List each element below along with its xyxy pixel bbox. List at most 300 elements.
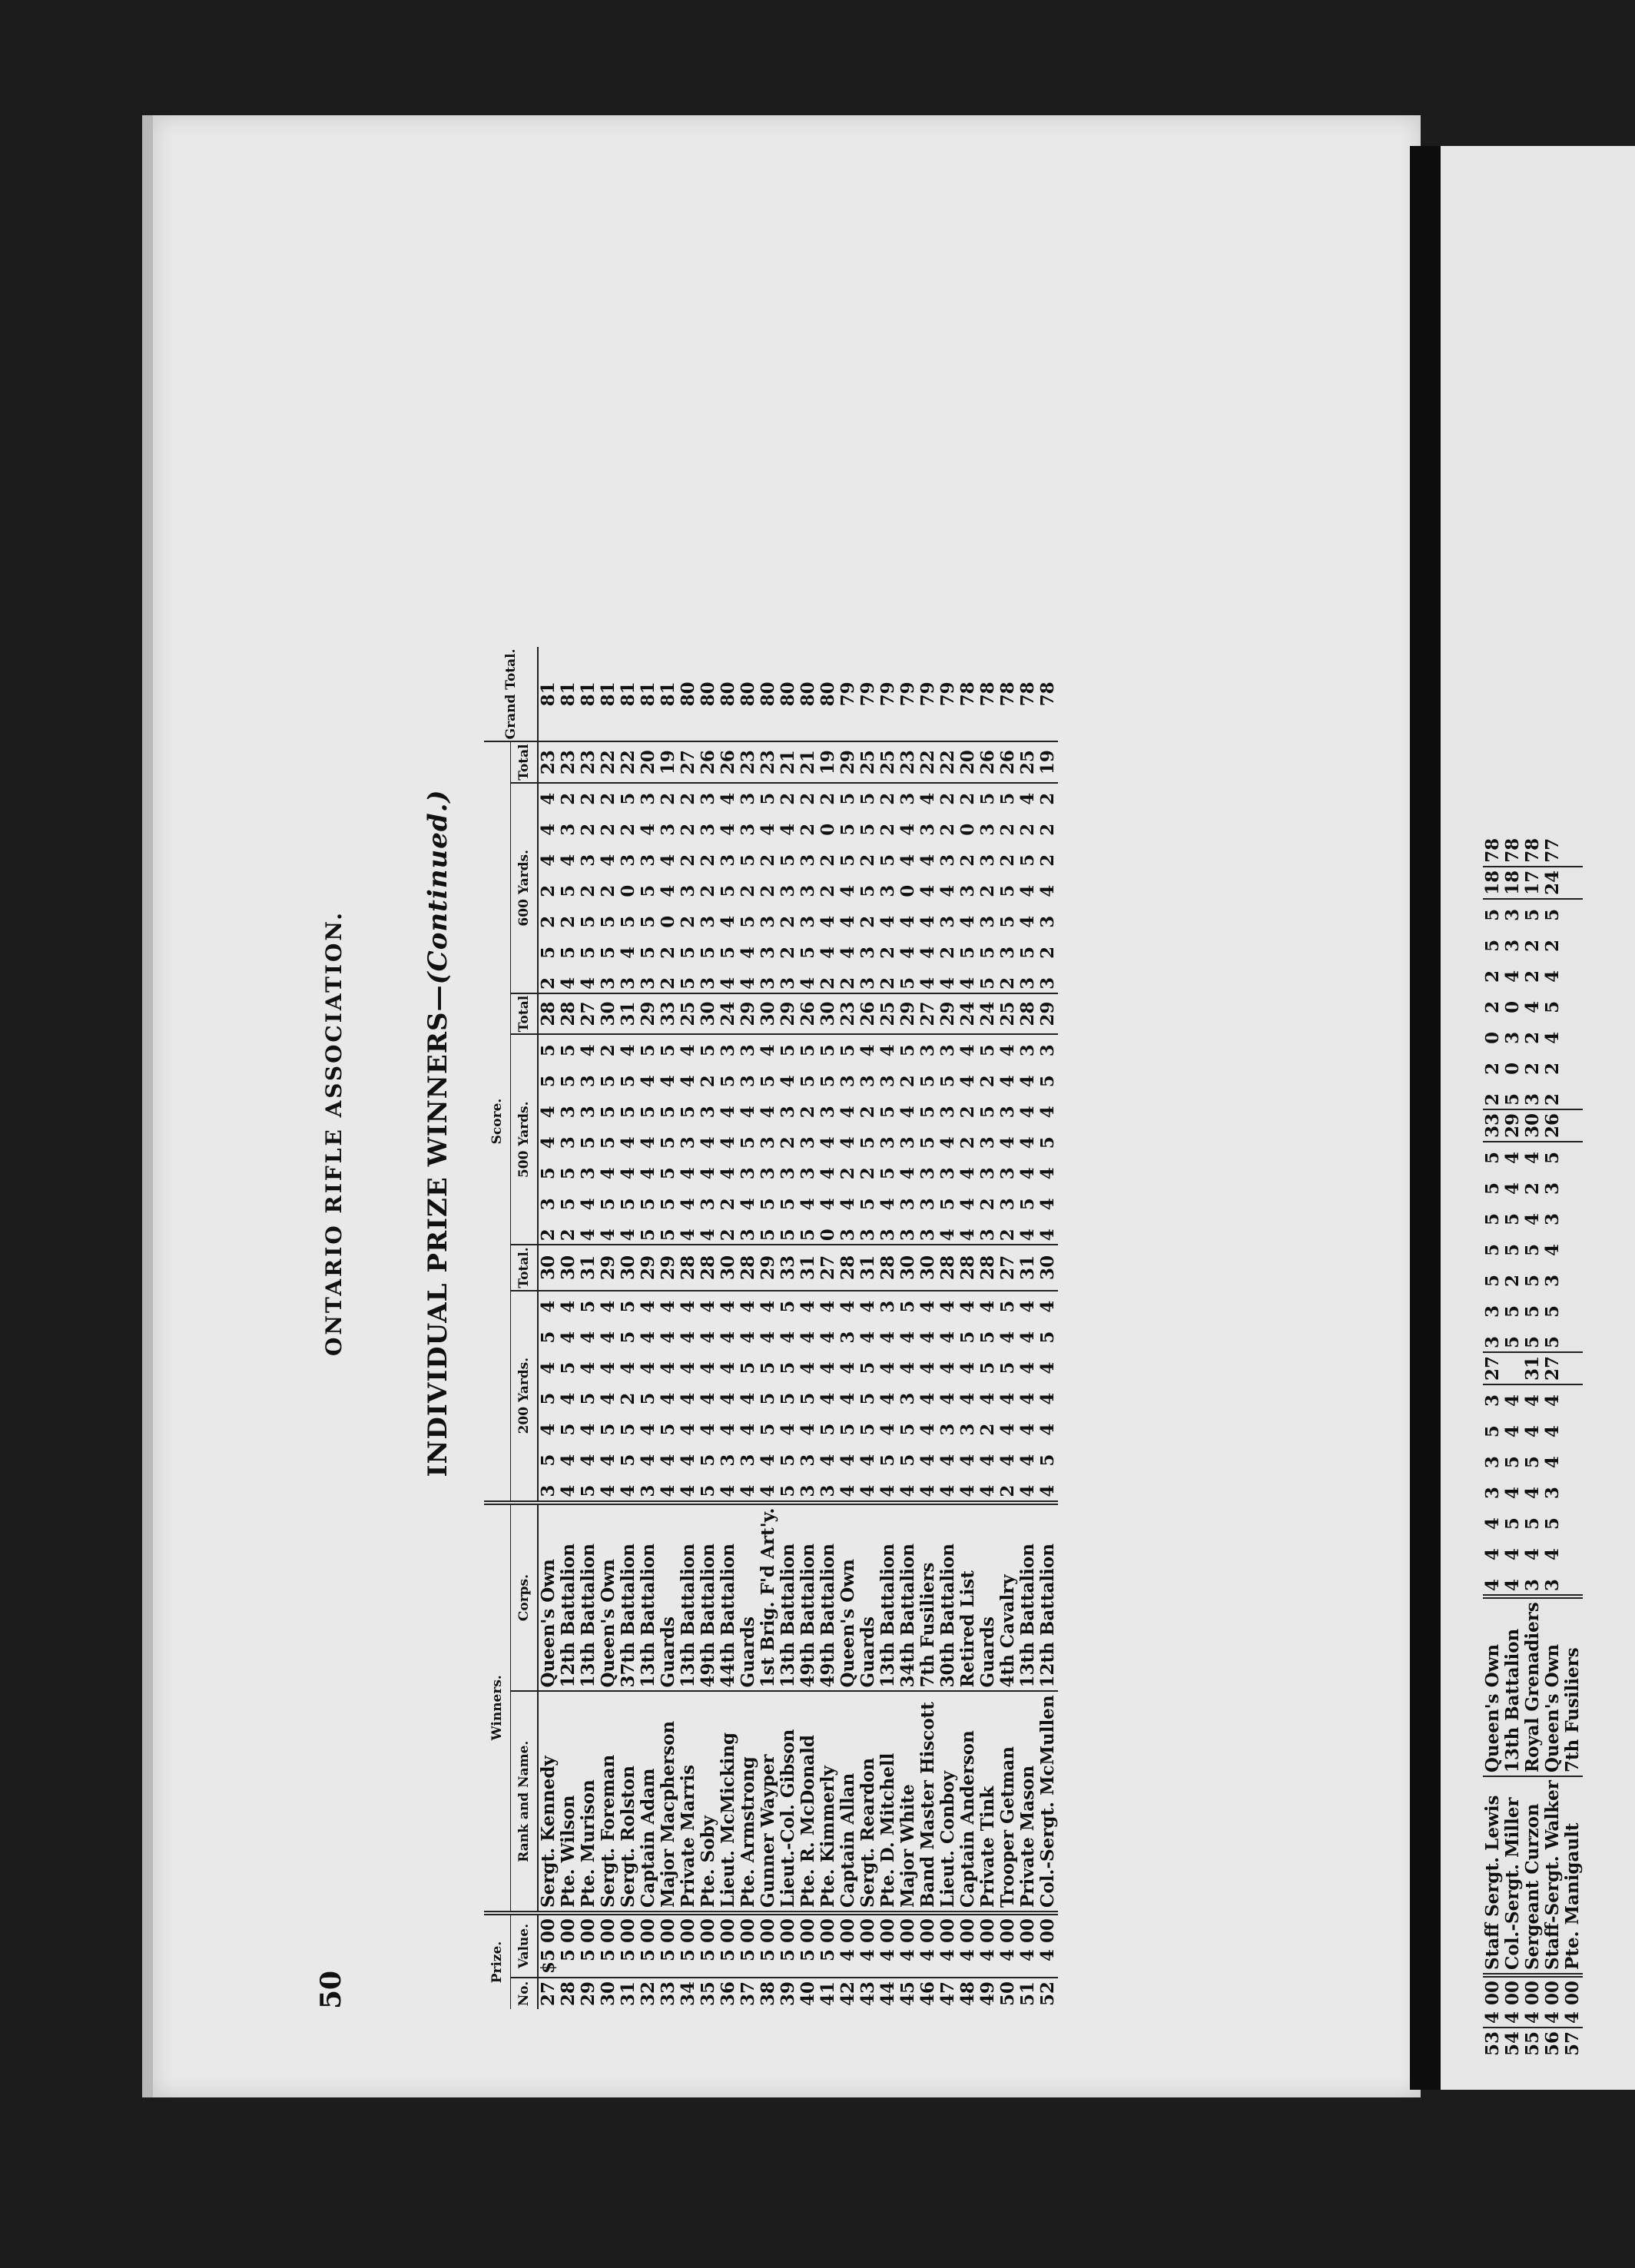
winner-name: Private Marris	[678, 1691, 698, 1913]
shots-500: 5 5 3 3 4 5 4	[758, 1034, 778, 1245]
winner-name: Pte. Murison	[579, 1691, 599, 1913]
grand-total: 78	[1017, 681, 1038, 707]
grand-total: 80	[758, 681, 778, 707]
total-600: 23	[538, 741, 559, 782]
total-200: 30	[918, 1245, 938, 1290]
prize-number: 44	[878, 1978, 898, 2009]
rank-name-header: Rank and Name.	[511, 1691, 539, 1913]
total-500: 27	[918, 993, 938, 1034]
running-head: ONTARIO RIFLE ASSOCIATION.	[321, 910, 347, 1356]
table-row	[878, 647, 898, 2009]
total-500	[1563, 1109, 1583, 1142]
grand-total: 81	[558, 681, 579, 707]
prize-number: 30	[599, 1978, 619, 2009]
winner-name: Captain Anderson	[958, 1691, 978, 1913]
total-500: 28	[538, 993, 559, 1034]
total-600: 26	[998, 741, 1018, 782]
total-200: 29	[758, 1245, 778, 1290]
winner-name: Pte. Armstrong	[738, 1691, 758, 1913]
total-600: 29	[838, 741, 858, 782]
winner-corps: Guards	[978, 1503, 998, 1692]
prize-value: 5 00	[658, 1913, 678, 1978]
shots-200: 4 4 3 4 4 4 4	[938, 1291, 958, 1503]
prize-value: 4 00	[898, 1913, 918, 1978]
total-600: 17	[1523, 867, 1543, 899]
total-200: 33	[778, 1245, 798, 1290]
total-500: 29	[738, 993, 758, 1034]
total-500: 29	[898, 993, 918, 1034]
total-500: 30	[818, 993, 838, 1034]
total-500: 26	[798, 993, 818, 1034]
winner-corps: 34th Battalion	[898, 1503, 918, 1692]
prize-value: 5 00	[559, 1913, 579, 1978]
winner-corps: 13th Battalion	[1503, 1597, 1523, 1776]
facing-table	[1483, 835, 1583, 2059]
table-row	[1483, 835, 1503, 2059]
winner-name: Major White	[898, 1691, 918, 1913]
table-row	[898, 647, 918, 2009]
winner-corps: Queen's Own	[1483, 1597, 1503, 1776]
total-600: 22	[918, 741, 938, 782]
table-title	[423, 234, 453, 2032]
total-200: 31	[858, 1245, 878, 1290]
winner-corps: Guards	[738, 1503, 758, 1692]
shots-500: 3 3 4 3 4 2 5	[898, 1034, 918, 1245]
prize-value: 4 00	[858, 1913, 878, 1978]
prize-number: 31	[619, 1978, 638, 2009]
winner-corps: Retired List	[958, 1503, 978, 1692]
shots-200: 4 5 5 3 4 4 5	[898, 1291, 918, 1503]
total-200: 30	[538, 1245, 559, 1290]
shots-200: 4 4 5 5 5 4 4	[858, 1291, 878, 1503]
prize-number: 57	[1563, 2028, 1583, 2059]
shots-200	[1563, 1384, 1583, 1597]
shots-200: 4 5 5 2 4 5 5	[619, 1291, 638, 1503]
table-row	[1543, 835, 1563, 2059]
winner-corps: Queen's Own	[599, 1503, 619, 1692]
shots-600: 3 5 5 5 3 4 3	[638, 783, 658, 993]
total-600: 20	[638, 741, 658, 782]
shots-600: 4 5 4 5 3 4 4	[718, 783, 738, 993]
prize-value: 4 00	[1018, 1913, 1038, 1978]
shots-200: 4 4 5 4 4 4 4	[599, 1291, 619, 1503]
winner-corps: 7th Fusiliers	[1563, 1597, 1583, 1776]
winner-corps: 37th Battalion	[619, 1503, 638, 1692]
shots-600: 3 3 3 2 2 4 5	[758, 783, 778, 993]
prize-number: 29	[579, 1978, 599, 2009]
grand-total: 80	[818, 681, 838, 707]
winner-name: Gunner Wayper	[758, 1691, 778, 1913]
grand-total: 79	[937, 681, 958, 707]
shots-200: 3 4 5 4 4 4 4	[818, 1291, 838, 1503]
title-suffix: (Continued.)	[423, 789, 453, 985]
prize-value: 4 00	[838, 1913, 858, 1978]
total-200: 28	[938, 1245, 958, 1290]
total-600: 25	[1018, 741, 1038, 782]
winner-name: Pte. Manigault	[1563, 1776, 1583, 1975]
shots-200: 4 4 5 4 4 3 4	[838, 1291, 858, 1503]
winner-corps: Queen's Own	[538, 1503, 559, 1692]
shots-500: 5 5 2 5 5 4 4	[1503, 1142, 1523, 1352]
shots-200: 4 3 4 4 4 4 4	[718, 1291, 738, 1503]
total-200: 30	[559, 1245, 579, 1290]
prize-number: 39	[778, 1978, 798, 2009]
total-600: 22	[938, 741, 958, 782]
shots-200: 2 4 4 4 5 4 5	[998, 1291, 1018, 1503]
total-600	[1563, 867, 1583, 899]
total-600: 20	[958, 741, 978, 782]
prize-value: 5 00	[778, 1913, 798, 1978]
total-200: 28	[678, 1245, 698, 1290]
table-row	[978, 647, 998, 2009]
shots-500: 5 5 3 2 3 4 5	[778, 1034, 798, 1245]
winner-name: Captain Adam	[638, 1691, 658, 1913]
total-500: 29	[1503, 1109, 1523, 1142]
total-600: 25	[858, 741, 878, 782]
winner-name: Sergeant Curzon	[1523, 1776, 1543, 1975]
winner-corps: Royal Grenadiers	[1523, 1597, 1543, 1776]
shots-600: 3 2 2 4 2 2 5	[1523, 899, 1543, 1109]
shots-600: 5 5 2 3 2 2 2	[678, 783, 698, 993]
shots-600: 5 4 4 0 4 4 3	[898, 783, 918, 993]
total-600: 26	[978, 741, 998, 782]
winner-corps: 49th Battalion	[798, 1503, 818, 1692]
total-600: 23	[758, 741, 778, 782]
total-500: 29	[778, 993, 798, 1034]
total-500: 25	[678, 993, 698, 1034]
total-500: 25	[878, 993, 898, 1034]
shots-600: 2 2 4 5 4 2 5	[1543, 899, 1563, 1109]
total-500: 30	[1523, 1109, 1543, 1142]
total-500: 29	[1038, 993, 1058, 1034]
shots-500: 4 5 4 4 4 4 3	[1018, 1034, 1038, 1245]
shots-600: 4 5 4 3 2 0 2	[958, 783, 978, 993]
grand-total: 79	[877, 681, 898, 707]
total-500: 30	[698, 993, 718, 1034]
prize-number: 47	[938, 1978, 958, 2009]
shots-600: 3 2 3 4 2 2 2	[1038, 783, 1058, 993]
winner-corps: 12th Battalion	[1038, 1503, 1058, 1692]
grand-total: 79	[837, 681, 858, 707]
prize-value: 5 00	[698, 1913, 718, 1978]
total-500: 28	[559, 993, 579, 1034]
prize-value: 4 00	[1563, 1975, 1583, 2028]
shots-600: 4 5 3 3 3 2 2	[798, 783, 818, 993]
grand-total: 77	[1542, 837, 1563, 863]
shots-600: 2 3 5 5 2 2 5	[998, 783, 1018, 993]
yards-200-header: 200 Yards.	[511, 1291, 539, 1503]
shots-500: 3 4 2 4 4 3 5	[838, 1034, 858, 1245]
total-200: 27	[1543, 1352, 1563, 1384]
shots-200: 3 4 5 4 5 4 4	[1523, 1384, 1543, 1597]
table-row	[678, 647, 698, 2009]
winner-name: Sergt. Foreman	[599, 1691, 619, 1913]
shots-200: 4 4 5 5 5 4 4	[758, 1291, 778, 1503]
winner-name: Private Tink	[978, 1691, 998, 1913]
winner-name: Pte. R. McDonald	[798, 1691, 818, 1913]
shots-600: 4 2 3 4 3 2 2	[938, 783, 958, 993]
grand-total: 79	[917, 681, 938, 707]
prize-value: 5 00	[818, 1913, 838, 1978]
winner-name: Staff Sergt. Lewis	[1483, 1776, 1503, 1975]
page-number: 50	[315, 1970, 347, 2009]
prize-value: $5 00	[538, 1913, 559, 1978]
total-500: 28	[1018, 993, 1038, 1034]
winner-name: Lieut. McMicking	[718, 1691, 738, 1913]
prize-value: 5 00	[678, 1913, 698, 1978]
grand-total: 79	[897, 681, 918, 707]
shots-600: 2 5 2 2 4 4 4	[538, 783, 559, 993]
winner-name: Col.-Sergt. Miller	[1503, 1776, 1523, 1975]
table-row	[599, 647, 619, 2009]
total-500: 30	[599, 993, 619, 1034]
total-600: 21	[778, 741, 798, 782]
shots-500: 4 4 4 3 5 4 4	[678, 1034, 698, 1245]
shots-200: 3 3 4 5 4 4 4	[798, 1291, 818, 1503]
total-200: 27	[1483, 1352, 1503, 1384]
shots-200: 5 4 4 5 4 4 5	[579, 1291, 599, 1503]
total-600: 22	[619, 741, 638, 782]
table-row	[738, 647, 758, 2009]
prize-table	[484, 647, 1058, 2009]
grand-total: 80	[718, 681, 738, 707]
table-row	[1503, 835, 1523, 2059]
grand-total: 81	[578, 681, 599, 707]
winner-name: Pte. Wilson	[559, 1691, 579, 1913]
prize-value: 4 00	[1038, 1913, 1058, 1978]
total-600: 26	[698, 741, 718, 782]
total-500: 31	[619, 993, 638, 1034]
grand-total: 81	[638, 681, 658, 707]
table-row	[918, 647, 938, 2009]
shots-600: 2 4 4 4 5 5 5	[838, 783, 858, 993]
prize-value: 4 00	[1503, 1975, 1523, 2028]
shots-200: 3 4 5 3 4 4 4	[1543, 1384, 1563, 1597]
shots-600: 3 5 4 4 5 2 4	[1018, 783, 1038, 993]
grand-total: 78	[1522, 837, 1543, 863]
winner-corps: 13th Battalion	[678, 1503, 698, 1692]
shots-500: 5 4 3 3 2 5 5	[798, 1034, 818, 1245]
shots-600: 2 2 4 3 5 2 2	[878, 783, 898, 993]
grand-total: 80	[738, 681, 758, 707]
table-row	[778, 647, 798, 2009]
grand-total: 78	[1037, 681, 1058, 707]
total-500: 24	[978, 993, 998, 1034]
table-row	[858, 647, 878, 2009]
winner-corps: Queen's Own	[838, 1503, 858, 1692]
total-500: 33	[658, 993, 678, 1034]
winner-corps: 13th Battalion	[778, 1503, 798, 1692]
winner-name: Band Master Hiscott	[918, 1691, 938, 1913]
table-row	[938, 647, 958, 2009]
total-600: 27	[678, 741, 698, 782]
table-row	[1523, 835, 1543, 2059]
prize-number: 46	[918, 1978, 938, 2009]
shots-500: 5 5 3 4 3 3 5	[1543, 1142, 1563, 1352]
table-row	[698, 647, 718, 2009]
winner-name: Sergt. Reardon	[858, 1691, 878, 1913]
table-row	[758, 647, 778, 2009]
grand-total: 78	[977, 681, 998, 707]
prize-number: 53	[1483, 2028, 1503, 2059]
total-200: 27	[998, 1245, 1018, 1290]
shots-500: 4 5 4 5 5 5 2	[599, 1034, 619, 1245]
winner-corps: 1st Brig. F'd Art'y.	[758, 1503, 778, 1692]
table-row	[638, 647, 658, 2009]
table-row	[658, 647, 678, 2009]
shots-500: 4 4 4 5 4 5 3	[1038, 1034, 1058, 1245]
table-row	[958, 647, 978, 2009]
winner-corps: 30th Battalion	[938, 1503, 958, 1692]
total-200: 31	[798, 1245, 818, 1290]
total-600: 25	[878, 741, 898, 782]
right-page-edge	[1410, 146, 1635, 2090]
prize-value: 5 00	[579, 1913, 599, 1978]
prize-value: 4 00	[998, 1913, 1018, 1978]
prize-number: 34	[678, 1978, 698, 2009]
table-row	[718, 647, 738, 2009]
winner-name: Major Macpherson	[658, 1691, 678, 1913]
winner-corps: Guards	[658, 1503, 678, 1692]
total-500: 26	[1543, 1109, 1563, 1142]
winner-name: Sergt. Kennedy	[538, 1691, 559, 1913]
total-200: 28	[698, 1245, 718, 1290]
prize-number: 56	[1543, 2028, 1563, 2059]
total-500-header: Total	[511, 993, 539, 1034]
shots-200: 4 4 4 3 3 5 3	[1483, 1384, 1503, 1597]
total-500: 29	[638, 993, 658, 1034]
winner-corps: 7th Fusiliers	[918, 1503, 938, 1692]
total-200-header: Total.	[511, 1245, 539, 1290]
table-row	[579, 647, 599, 2009]
total-600: 18	[1483, 867, 1503, 899]
shots-200: 4 4 5 4 5 4 4	[559, 1291, 579, 1503]
total-200: 31	[1018, 1245, 1038, 1290]
winner-name: Lieut.-Col. Gibson	[778, 1691, 798, 1913]
table-row	[559, 647, 579, 2009]
yards-600-header: 600 Yards.	[511, 783, 539, 993]
winner-name: Pte. Kimmerly	[818, 1691, 838, 1913]
prize-value: 5 00	[599, 1913, 619, 1978]
winners-header: Winners.	[484, 1503, 511, 1913]
prize-number: 40	[798, 1978, 818, 2009]
winner-name: Staff-Sergt. Walker	[1543, 1776, 1563, 1975]
total-200: 30	[619, 1245, 638, 1290]
yards-500-header: 500 Yards.	[511, 1034, 539, 1245]
total-500: 23	[838, 993, 858, 1034]
prize-header: Prize.	[484, 1913, 511, 2009]
total-500: 26	[858, 993, 878, 1034]
total-600: 19	[1038, 741, 1058, 782]
prize-number: 51	[1018, 1978, 1038, 2009]
table-row	[818, 647, 838, 2009]
shots-500: 3 2 3 3 5 2 5	[978, 1034, 998, 1245]
total-600: 19	[818, 741, 838, 782]
total-200: 31	[579, 1245, 599, 1290]
shots-600: 2 4 4 2 2 0 2	[818, 783, 838, 993]
shots-200: 4 4 5 4 4 4 4	[658, 1291, 678, 1503]
total-200	[1503, 1352, 1523, 1384]
shots-500: 2 2 4 4 4 5 3	[718, 1034, 738, 1245]
winner-name: Private Mason	[1018, 1691, 1038, 1913]
table-row	[1038, 647, 1058, 2009]
total-600: 23	[898, 741, 918, 782]
winner-corps: Queen's Own	[1543, 1597, 1563, 1776]
prize-value: 5 00	[738, 1913, 758, 1978]
prize-number: 37	[738, 1978, 758, 2009]
winner-name: Sergt. Rolston	[619, 1691, 638, 1913]
total-200: 27	[818, 1245, 838, 1290]
table-row	[1563, 835, 1583, 2059]
winner-corps: 13th Battalion	[1018, 1503, 1038, 1692]
total-600: 23	[738, 741, 758, 782]
total-200: 30	[1038, 1245, 1058, 1290]
winner-corps: 44th Battalion	[718, 1503, 738, 1692]
winner-name: Pte. D. Mitchell	[878, 1691, 898, 1913]
corps-header: Corps.	[511, 1503, 539, 1692]
shots-500: 5 5 4 4 5 4 5	[638, 1034, 658, 1245]
shots-200: 3 5 4 5 4 5 4	[538, 1291, 559, 1503]
total-600: 21	[798, 741, 818, 782]
table-row	[838, 647, 858, 2009]
shots-600: 3 3 2 5 2 5 5	[858, 783, 878, 993]
total-600: 18	[1503, 867, 1523, 899]
prize-number: 55	[1523, 2028, 1543, 2059]
grand-total: 78	[1502, 837, 1523, 863]
prize-number: 36	[718, 1978, 738, 2009]
rotated-page-content	[315, 234, 1329, 2032]
shots-500: 3 3 3 5 5 5 3	[918, 1034, 938, 1245]
shots-500	[1563, 1142, 1583, 1352]
shots-200: 4 4 5 4 5 4 4	[1503, 1384, 1523, 1597]
prize-number: 32	[638, 1978, 658, 2009]
shots-600	[1563, 899, 1583, 1109]
winner-corps: 13th Battalion	[878, 1503, 898, 1692]
shots-200: 4 5 4 4 4 5 4	[1038, 1291, 1058, 1503]
total-200: 31	[1523, 1352, 1543, 1384]
total-200: 30	[718, 1245, 738, 1290]
shots-600: 4 5 5 2 3 2 2	[579, 783, 599, 993]
table-body	[538, 647, 1058, 2009]
total-500: 25	[998, 993, 1018, 1034]
winner-name: Col.-Sergt. McMullen	[1038, 1691, 1058, 1913]
shots-500: 2 3 3 4 3 4 4	[998, 1034, 1018, 1245]
shots-500: 0 4 4 4 3 5 5	[818, 1034, 838, 1245]
winner-corps: 13th Battalion	[638, 1503, 658, 1692]
shots-600: 2 2 0 4 4 3 2	[658, 783, 678, 993]
prize-number: 27	[538, 1978, 559, 2009]
shots-500: 4 4 3 5 3 3 4	[579, 1034, 599, 1245]
prize-number: 48	[958, 1978, 978, 2009]
shots-500: 4 5 3 4 3 5 3	[938, 1034, 958, 1245]
prize-number: 49	[978, 1978, 998, 2009]
shots-600: 5 0 3 0 4 3 3	[1503, 899, 1523, 1109]
shots-600: 3 5 5 2 4 2 2	[599, 783, 619, 993]
prize-number: 33	[658, 1978, 678, 2009]
shots-200: 5 5 4 4 4 4 4	[698, 1291, 718, 1503]
value-header: Value.	[511, 1913, 539, 1978]
shots-600: 4 4 4 4 4 3 4	[918, 783, 938, 993]
total-600: 23	[559, 741, 579, 782]
table-row	[1018, 647, 1038, 2009]
grand-total: 81	[538, 681, 559, 707]
grand-total	[1563, 835, 1583, 867]
winner-name: Pte. Soby	[698, 1691, 718, 1913]
shots-200: 5 5 4 5 5 4 5	[778, 1291, 798, 1503]
shots-200: 4 4 2 4 5 5 4	[978, 1291, 998, 1503]
grand-total: 80	[678, 681, 698, 707]
shots-600: 3 5 3 2 2 3 3	[698, 783, 718, 993]
